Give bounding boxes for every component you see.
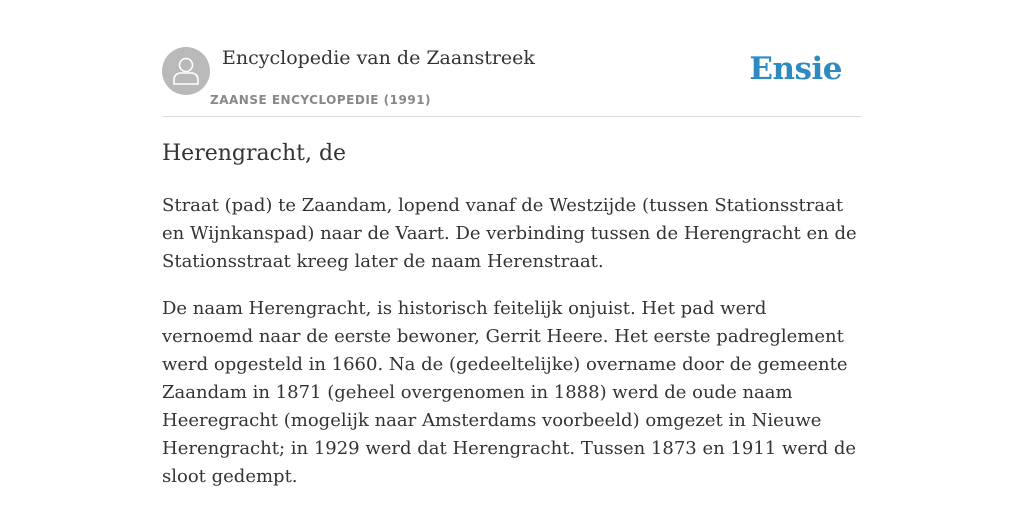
article-paragraph-2: De naam Herengracht, is historisch feitelijk onjuist. Het pad werd vernoemd naar de eerste bewoner, Gerrit Heere. Het eerste padreglement werd opgesteld in 1660. Na de (gedeeltelijke) overname door de gemeente Zaandam in 1871 (geheel overgenomen in 1888) werd de oude naam Heeregracht (mogelijk naar Amsterdams voorbeeld) omgezet in Nieuwe Herengracht; in 1929 werd dat Herengracht. Tussen 1873 en 1911 werd de sloot gedempt. [162, 298, 857, 487]
article-title: Herengracht, de [162, 141, 347, 166]
article-paragraph-1: Straat (pad) te Zaandam, lopend vanaf de Westzijde (tussen Stationsstraat en Wijnkanspad) naar de Vaart. De verbinding tussen de Herengracht en de Stationsstraat kreeg later de naam Herenstraat. [162, 195, 857, 272]
user-icon [172, 56, 200, 86]
source-subtitle: ZAANSE ENCYCLOPEDIE (1991) [210, 93, 432, 107]
avatar[interactable] [162, 47, 210, 95]
source-header [162, 0, 862, 117]
source-title[interactable]: Encyclopedie van de Zaanstreek [222, 47, 535, 69]
brand-logo[interactable]: Ensie [749, 51, 842, 87]
article-card [162, 0, 862, 512]
